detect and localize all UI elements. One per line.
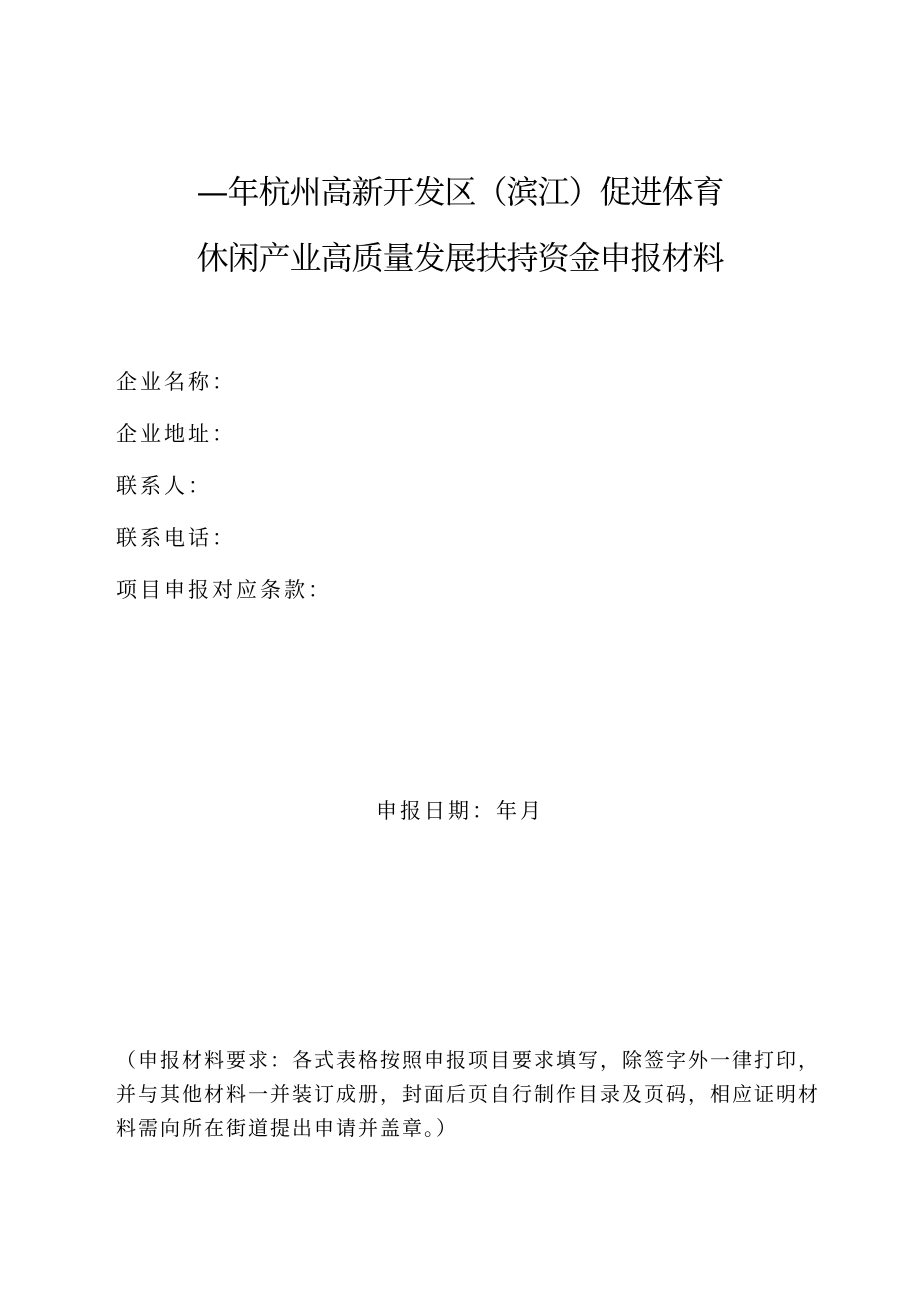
application-date-label: 申报日期：年月 — [376, 799, 544, 823]
project-clause-label: 项目申报对应条款： — [116, 578, 332, 602]
note-line: （申报材料要求：各式表格按照申报项目要求填写，除签字外一律打印， — [116, 1048, 820, 1072]
submission-requirements-note — [116, 1043, 820, 1145]
note-line: 料需向所在街道提出申请并盖章。） — [116, 1116, 458, 1140]
company-name-label: 企业名称： — [116, 370, 236, 394]
company-address-label: 企业地址： — [116, 422, 236, 446]
document-title-line-2: 休闲产业高质量发展扶持资金申报材料 — [196, 239, 724, 277]
document-title-line-1: —年杭州高新开发区（滨江）促进体育 — [196, 173, 724, 211]
contact-phone-label: 联系电话： — [116, 526, 236, 550]
note-line: 并与其他材料一并装订成册，封面后页自行制作目录及页码，相应证明材 — [116, 1082, 820, 1106]
contact-person-label: 联系人： — [116, 474, 212, 498]
